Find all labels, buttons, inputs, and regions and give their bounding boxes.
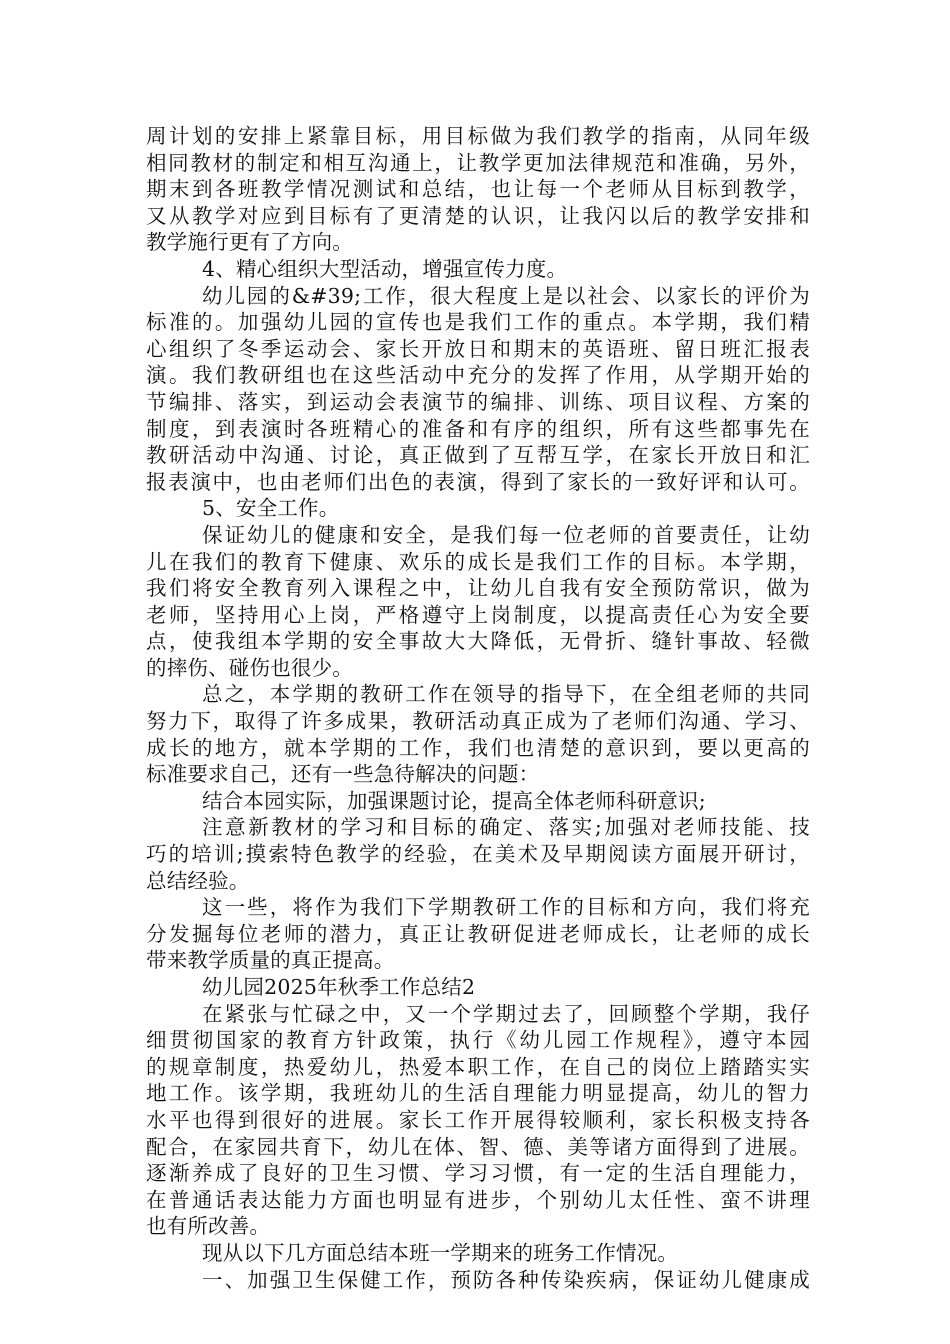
text-line: 逐渐养成了良好的卫生习惯、学习习惯，有一定的生活自理能力，	[146, 1161, 810, 1186]
text-line: 一、加强卫生保健工作，预防各种传染疾病，保证幼儿健康成	[202, 1267, 810, 1292]
document-body	[146, 123, 810, 1293]
text-line: 又从教学对应到目标有了更清楚的认识，让我闪以后的教学安排和	[146, 203, 810, 228]
text-line: 报表演中，也由老师们出色的表演，得到了家长的一致好评和认可。	[146, 469, 810, 494]
text-line: 点，使我组本学期的安全事故大大降低，无骨折、缝针事故、轻微	[146, 629, 810, 654]
text-line: 教研活动中沟通、讨论，真正做到了互帮互学，在家长开放日和汇	[146, 443, 810, 468]
text-line: 老师，坚持用心上岗，严格遵守上岗制度，以提高责任心为安全要	[146, 602, 810, 627]
text-line: 演。我们教研组也在这些活动中充分的发挥了作用，从学期开始的	[146, 363, 810, 388]
text-line: 教学施行更有了方向。	[146, 230, 353, 255]
text-line: 结合本园实际，加强课题讨论，提高全体老师科研意识;	[202, 788, 706, 813]
text-line: 总结经验。	[146, 868, 250, 893]
text-line: 保证幼儿的健康和安全，是我们每一位老师的首要责任，让幼	[202, 522, 810, 547]
text-line: 总之，本学期的教研工作在领导的指导下，在全组老师的共同	[202, 682, 810, 707]
text-line: 的规章制度，热爱幼儿，热爱本职工作，在自己的岗位上踏踏实实	[146, 1054, 810, 1079]
text-line: 制度，到表演时各班精心的准备和有序的组织，所有这些都事先在	[146, 416, 810, 441]
text-line: 幼儿园的&#39;工作，很大程度上是以社会、以家长的评价为	[202, 283, 810, 308]
text-line: 在紧张与忙碌之中，又一个学期过去了，回顾整个学期，我仔	[202, 1001, 810, 1026]
text-line: 幼儿园2025年秋季工作总结2	[202, 975, 476, 999]
text-line: 现从以下几方面总结本班一学期来的班务工作情况。	[202, 1240, 679, 1265]
text-line: 注意新教材的学习和目标的确定、落实;加强对老师技能、技	[202, 815, 810, 840]
text-line: 心组织了冬季运动会、家长开放日和期末的英语班、留日班汇报表	[146, 336, 810, 361]
text-line: 我们将安全教育列入课程之中，让幼儿自我有安全预防常识，做为	[146, 576, 810, 601]
text-line: 相同教材的制定和相互沟通上，让教学更加法律规范和准确，另外，	[146, 150, 810, 175]
text-line: 地工作。该学期，我班幼儿的生活自理能力明显提高，幼儿的智力	[146, 1081, 810, 1106]
text-line: 5、安全工作。	[202, 496, 340, 521]
text-line: 期末到各班教学情况测试和总结，也让每一个老师从目标到教学，	[146, 177, 810, 202]
text-line: 巧的培训;摸索特色教学的经验，在美术及早期阅读方面展开研讨，	[146, 842, 810, 867]
text-line: 细贯彻国家的教育方针政策，执行《幼儿园工作规程》，遵守本园	[146, 1028, 810, 1053]
text-line: 周计划的安排上紧靠目标，用目标做为我们教学的指南，从同年级	[146, 124, 810, 148]
text-line: 成长的地方，就本学期的工作，我们也清楚的意识到，要以更高的	[146, 735, 810, 760]
text-line: 也有所改善。	[146, 1214, 271, 1239]
text-line: 4、精心组织大型活动，增强宣传力度。	[202, 256, 568, 281]
text-line: 儿在我们的教育下健康、欢乐的成长是我们工作的目标。本学期，	[146, 549, 810, 574]
text-line: 节编排、落实，到运动会表演节的编排、训练、项目议程、方案的	[146, 389, 810, 414]
text-line: 水平也得到很好的进展。家长工作开展得较顺利，家长积极支持各	[146, 1107, 810, 1132]
text-line: 在普通话表达能力方面也明显有进步，个别幼儿太任性、蛮不讲理	[146, 1187, 810, 1212]
text-line: 努力下，取得了许多成果，教研活动真正成为了老师们沟通、学习、	[146, 709, 810, 734]
text-line: 的摔伤、碰伤也很少。	[146, 655, 353, 680]
text-line: 标准的。加强幼儿园的宣传也是我们工作的重点。本学期，我们精	[146, 310, 810, 335]
text-line: 标准要求自己，还有一些急待解决的问题：	[146, 762, 540, 787]
text-line: 配合，在家园共育下，幼儿在体、智、德、美等诸方面得到了进展。	[146, 1134, 810, 1159]
text-line: 分发掘每位老师的潜力，真正让教研促进老师成长，让老师的成长	[146, 921, 810, 946]
text-line: 带来教学质量的真正提高。	[146, 948, 395, 973]
text-line: 这一些，将作为我们下学期教研工作的目标和方向，我们将充	[202, 895, 810, 920]
